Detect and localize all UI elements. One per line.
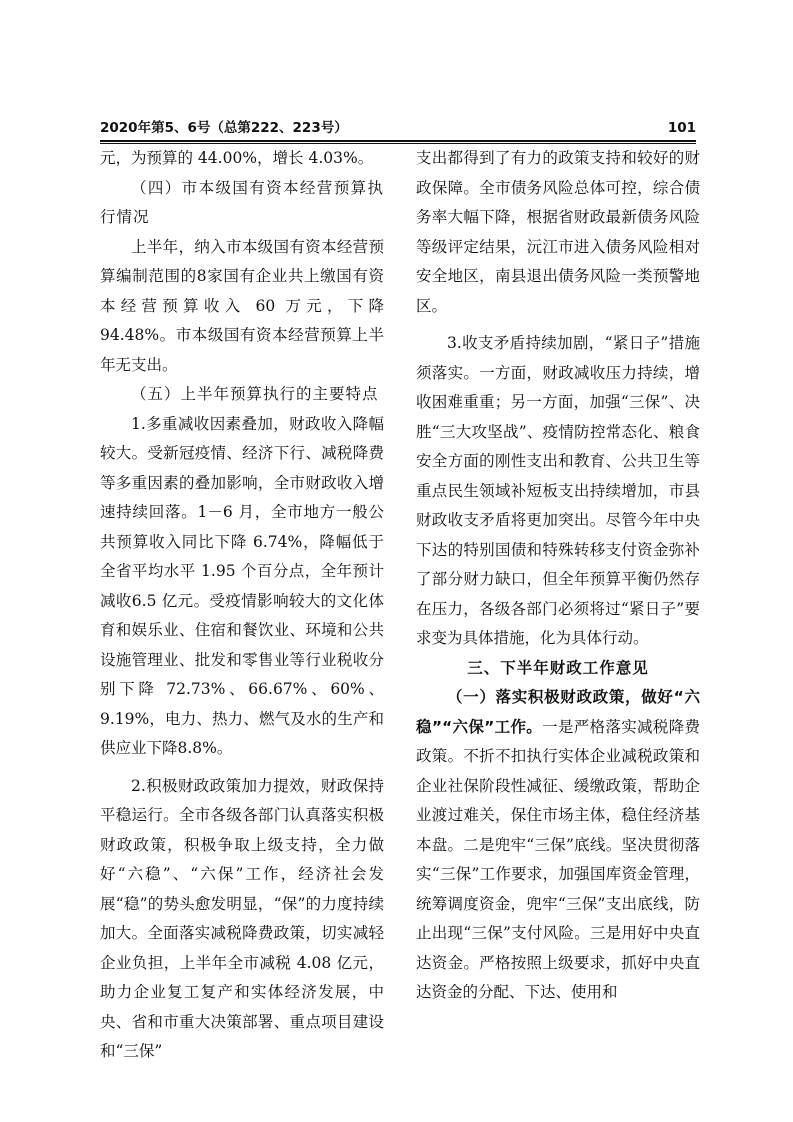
- right-column: [416, 144, 700, 1008]
- left-column: [100, 144, 384, 1067]
- running-header: [100, 117, 696, 139]
- paragraph-lead: （一）落实积极财政政策，做好“六稳”“六保”工作。: [416, 688, 700, 736]
- section-heading: （四）市本级国有资本经营预算执行情况: [100, 178, 384, 226]
- paragraph: 1.多重减收因素叠加，财政收入降幅较大。受新冠疫情、经济下行、减税降费等多重因素的叠加影响，全市财政收入增速持续回落。1－6 月，全市地方一般公共预算收入同比下降 6.74%，降幅低于全省平均水平 1.95 个百分点，全年预计减收6.5 亿元。受疫情影响较大的文化体育和娱乐业、住宿和餐饮业、环境和公共设施管理业、批发和零售业等行业税收分别下降 72.73%、66.67%、60%、9.19%，电力、热力、燃气及水的生产和供应业下降8.8%。: [100, 414, 384, 757]
- paragraph-continued: 元，为预算的 44.00%，增长 4.03%。: [100, 149, 374, 167]
- paragraph-with-lead: [416, 683, 700, 1008]
- section-heading: （五）上半年预算执行的主要特点: [131, 385, 379, 403]
- header-rule-thick: [100, 140, 696, 142]
- paragraph-continued: 支出都得到了有力的政策支持和较好的财政保障。全市债务风险总体可控，综合债务率大幅下降，根据省财政最新债务风险等级评定结果，沅江市进入债务风险相对安全地区，南县退出债务风险一类预警地区。: [416, 149, 700, 315]
- paragraph: 上半年，纳入市本级国有资本经营预算编制范围的8家国有企业共上缴国有资本经营预算收入 60 万元，下降 94.48%。市本级国有资本经营预算上半年无支出。: [100, 237, 384, 374]
- journal-issue: 2020年第5、6号（总第222、223号）: [100, 120, 348, 136]
- paragraph: 3.收支矛盾持续加剧，“紧日子”措施须落实。一方面，财政减收压力持续，增收困难重重；另一方面，加强“三保”、决胜“三大攻坚战”、疫情防控常态化、粮食安全方面的刚性支出和教育、公共卫生等重点民生领域补短板支出持续增加，市县财政收支矛盾将更加突出。尽管今年中央下达的特别国债和特殊转移支付资金弥补了部分财力缺口，但全年预算平衡仍然存在压力，各级各部门必须将过“紧日子”要求变为具体措施，化为具体行动。: [416, 334, 700, 647]
- paragraph-body: 一是严格落实减税降费政策。不折不扣执行实体企业减税政策和企业社保阶段性减征、缓缴政策，帮助企业渡过难关，保住市场主体，稳住经济基本盘。二是兜牢“三保”底线。坚决贯彻落实“三保”工作要求，加强国库资金管理，统筹调度资金，兜牢“三保”支出底线，防止出现“三保”支付风险。三是用好中央直达资金。严格按照上级要求，抓好中央直达资金的分配、下达、使用和: [416, 717, 700, 1001]
- page-number: 101: [667, 120, 696, 136]
- chapter-heading: 三、下半年财政工作意见: [467, 658, 649, 677]
- paragraph: 2.积极财政政策加力提效，财政保持平稳运行。全市各级各部门认真落实积极财政政策，积极争取上级支持，全力做好“六稳”、“六保”工作，经济社会发展“稳”的势头愈发明显，“保”的力度持续加大。全面落实减税降费政策，切实减轻企业负担，上半年全市减税 4.08 亿元，助力企业复工复产和实体经济发展，中央、省和市重大决策部署、重点项目建设和“三保”: [100, 776, 384, 1060]
